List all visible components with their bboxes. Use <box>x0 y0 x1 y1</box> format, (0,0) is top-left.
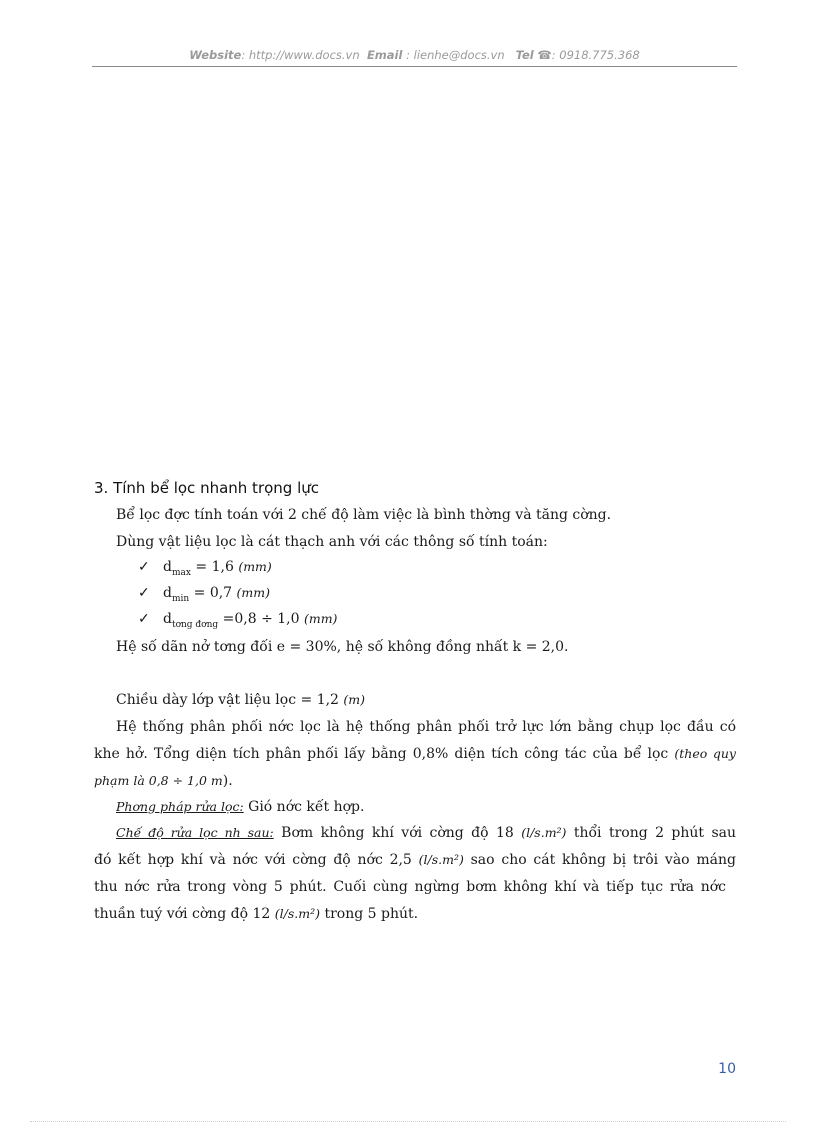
checkmark-icon: ✓ <box>138 585 150 601</box>
param-dmax: ✓ $d_{max} = 1,6$ (mm) <box>138 559 272 578</box>
section-title: 3. Tính bể lọc nhanh trọng lực <box>94 479 319 497</box>
phone-icon: ☎ <box>537 48 552 62</box>
email-value: : lienhe@docs.vn <box>406 48 505 62</box>
wash-mode-line-2: đó kết hợp khí và nớc với cờng độ nớc 2,5 (l/s.m²) sao cho cát không bị trôi vào máng <box>94 852 736 868</box>
distribution-line-3: phạm là 0,8 ÷ 1,0 m). <box>94 773 233 789</box>
page-header <box>92 48 737 62</box>
wash-method-label: Phơng pháp rửa lọc: <box>116 799 244 814</box>
website-value: : http://www.docs.vn <box>241 48 360 62</box>
expansion-line: Hệ số dãn nở tơng đối e = 30%, hệ số không đồng nhất k = 2,0. <box>116 639 569 655</box>
param-dtd: ✓ $d_{tơng đơng} =0,8 \div 1,0$ (mm) <box>138 611 338 630</box>
checkmark-icon: ✓ <box>138 611 150 627</box>
tel-label: Tel <box>515 48 534 62</box>
distribution-line-1: Hệ thống phân phối nớc lọc là hệ thống phân phối trở lực lớn bằng chụp lọc đầu có <box>116 719 736 735</box>
thickness-line: Chiều dày lớp vật liệu lọc = 1,2 (m) <box>116 692 366 708</box>
wash-mode-label: Chế độ rửa lọc nh sau: <box>116 825 274 840</box>
wash-method-line: Phơng pháp rửa lọc: Gió nớc kết hợp. <box>116 799 365 815</box>
wash-mode-line-4: thuần tuý với cờng độ 12 (l/s.m²) trong 5 phút. <box>94 906 419 922</box>
header-divider <box>92 66 737 67</box>
checkmark-icon: ✓ <box>138 559 150 575</box>
param-dmin: ✓ $d_{min} = 0,7$ (mm) <box>138 585 271 604</box>
email-label: Email <box>366 48 403 62</box>
page-number: 10 <box>718 1061 736 1077</box>
wash-mode-line-3: thu nớc rửa trong vòng 5 phút. Cuối cùng ngừng bơm không khí và tiếp tục rửa nớc <box>94 879 726 895</box>
distribution-line-2: khe hở. Tổng diện tích phân phối lấy bằng 0,8% diện tích công tác của bể lọc (theo quy <box>94 746 736 762</box>
footer-divider <box>30 1121 786 1122</box>
intro-line-1: Bể lọc đợc tính toán với 2 chế độ làm việc là bình thờng và tăng cờng. <box>116 507 612 523</box>
tel-value: : 0918.775.368 <box>551 48 640 62</box>
wash-mode-line-1: Chế độ rửa lọc nh sau: Bơm không khí với cờng độ 18 (l/s.m²) thổi trong 2 phút sau <box>116 825 736 841</box>
intro-line-2: Dùng vật liệu lọc là cát thạch anh với các thông số tính toán: <box>116 534 548 550</box>
website-label: Website <box>189 48 242 62</box>
